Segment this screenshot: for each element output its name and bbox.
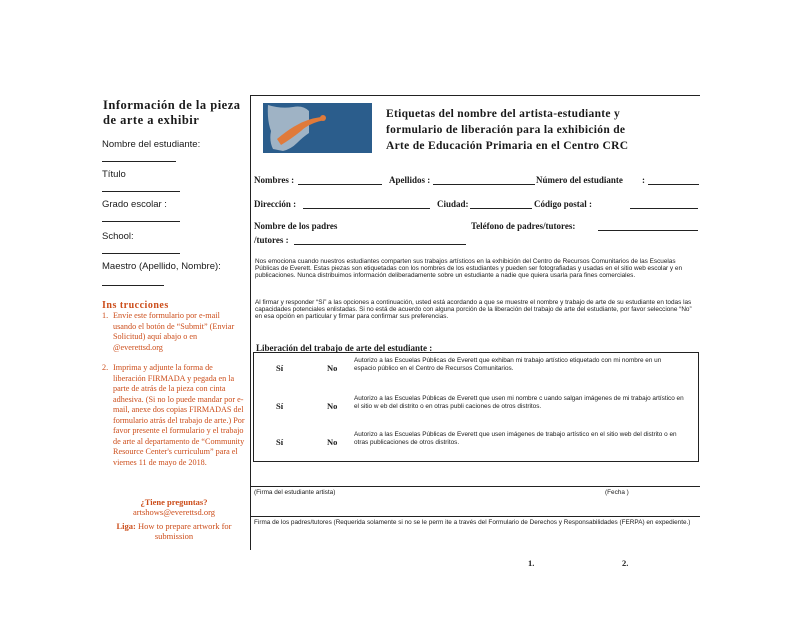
parent-phone-field[interactable] <box>598 230 698 231</box>
zip-field[interactable] <box>630 208 698 209</box>
title-field[interactable] <box>102 191 180 192</box>
colon-separator: : <box>642 175 645 185</box>
city-label: Ciudad: <box>437 199 469 209</box>
no-option[interactable]: No <box>327 401 338 411</box>
city-field[interactable] <box>470 208 532 209</box>
instruction-item <box>100 363 248 488</box>
prepare-artwork-link[interactable]: How to prepare artwork for submission <box>138 521 232 541</box>
parent-name-label-2: /tutores : <box>254 235 289 245</box>
instruction-text: Envíe este formulario por e-mail usando el botón de “Submit” (Enviar Solicitud) aquí abajo o en @everettsd.org <box>113 311 235 352</box>
release-section-title: Liberación del trabajo de arte del estudiante : <box>256 343 433 353</box>
first-name-label: Nombres : <box>254 175 295 185</box>
parent-signature-label: Firma de los padres/tutores (Requerida solamente si no se le perm ite a través del Formulario de Derechos y Responsabilidades (FERPA) en expediente.) <box>254 519 691 526</box>
school-field[interactable] <box>102 253 180 254</box>
title-line-2: formulario de liberación para la exhibición de <box>386 124 626 136</box>
first-name-field[interactable] <box>298 184 382 185</box>
student-signature-line[interactable] <box>251 486 700 487</box>
student-name-label: Nombre del estudiante: <box>102 139 201 150</box>
release-option-row <box>254 393 698 429</box>
release-options-table <box>253 352 699 462</box>
parent-name-field[interactable] <box>294 244 466 245</box>
instruction-number: 2. <box>102 363 109 372</box>
yes-option[interactable]: Sí <box>276 437 284 447</box>
release-option-row <box>254 429 698 465</box>
title-label: Título <box>102 169 126 180</box>
page-number-2: 2. <box>622 558 629 568</box>
header-rule <box>251 95 700 96</box>
no-option[interactable]: No <box>327 437 338 447</box>
questions-title: ¿Tiene preguntas? <box>140 497 208 507</box>
parent-signature-line[interactable] <box>251 516 700 517</box>
link-block <box>100 521 248 541</box>
form-title <box>386 106 686 154</box>
title-line-3: Arte de Educación Primaria en el Centro CRC <box>386 140 629 152</box>
school-label: School: <box>102 231 134 242</box>
student-info-column <box>100 95 251 550</box>
release-option-text: Autorizo a las Escuelas Públicas de Everett que exhiban mi trabajo artístico etiquetado con mi nombre en un espacio público en el Centro de Recursos Comunitarios. <box>354 357 662 372</box>
left-column-title: Información de la pieza de arte a exhibir <box>103 98 241 127</box>
questions-email[interactable]: artshows@everettsd.org <box>132 507 216 517</box>
last-name-label: Apellidos : <box>389 175 431 185</box>
instruction-text: Imprima y adjunte la forma de liberación FIRMADA y pegada en la parte de atrás de la pieza con cinta adhesiva. (Si no lo puede mandar por e-mail, anexe dos copias FIRMADAS del formulario atrás del trabajo de arte.) Por favor presente el formulario y el trabajo de arte al departamento de “Community Resource Center's curriculum” para el viernes 11 de mayo de 2018. <box>113 363 245 467</box>
grade-field[interactable] <box>102 221 180 222</box>
page-number-1: 1. <box>528 558 535 568</box>
release-option-row <box>254 355 698 391</box>
district-logo <box>263 103 372 153</box>
student-signature-label: (Firma del estudiante artista) <box>254 489 336 496</box>
date-label: (Fecha ) <box>605 489 629 496</box>
questions-block <box>100 497 248 517</box>
parent-name-label-1: Nombre de los padres <box>254 221 338 231</box>
link-label: Liga: <box>116 521 136 531</box>
address-label: Dirección : <box>254 199 297 209</box>
last-name-field[interactable] <box>433 184 535 185</box>
zip-label: Código postal : <box>534 199 593 209</box>
consent-paragraph: Al firmar y responder “Sí” a las opciones a continuación, usted está acordando a que se muestre el nombre y trabajo de arte de su estudiante en todas las capacidades potenciales enlistadas. Si no está de acuerdo con alguna porción de la liberación del trabajo de arte del estudiante, por favor seleccione “No” en esa opción en particular y firmar para confirmar sus preferencias. <box>255 299 692 321</box>
address-field[interactable] <box>303 208 430 209</box>
title-line-1: Etiquetas del nombre del artista-estudiante y <box>386 108 621 120</box>
instruction-number: 1. <box>102 311 109 320</box>
student-name-field[interactable] <box>102 161 176 162</box>
teacher-label: Maestro (Apellido, Nombre): <box>102 261 221 272</box>
instruction-item <box>100 311 248 361</box>
student-number-label: Número del estudiante <box>536 175 623 185</box>
release-option-text: Autorizo a las Escuelas Públicas de Everett que usen mi nombre c uando salgan imágenes de mi trabajo artístico en el sitio w eb del distrito o en otras publi caciones de otros distritos. <box>354 395 684 410</box>
teacher-field[interactable] <box>102 285 164 286</box>
intro-paragraph: Nos emociona cuando nuestros estudiantes comparten sus trabajos artísticos en la exhibición del Centro de Recursos Comunitarios de las Escuelas Públicas de Everett. Estas piezas son etiquetadas con los nombres de los estudiantes y pueden ser fotografiadas y usadas en el sitio web escolar y en publicaciones. Nunca distribuimos información deliberadamente sobre un estudiante a nadie que quiera usarla para fines comerciales. <box>255 258 683 280</box>
instructions-title: Ins trucciones <box>102 300 169 311</box>
no-option[interactable]: No <box>327 363 338 373</box>
parent-phone-label: Teléfono de padres/tutores: <box>471 221 576 231</box>
release-option-text: Autorizo a las Escuelas Públicas de Everett que usen imágenes de trabajo artístico en el sitio web del distrito o en otras publicaciones de otros distritos. <box>354 431 677 446</box>
yes-option[interactable]: Sí <box>276 401 284 411</box>
yes-option[interactable]: Sí <box>276 363 284 373</box>
grade-label: Grado escolar : <box>102 199 167 210</box>
student-number-field[interactable] <box>648 184 699 185</box>
